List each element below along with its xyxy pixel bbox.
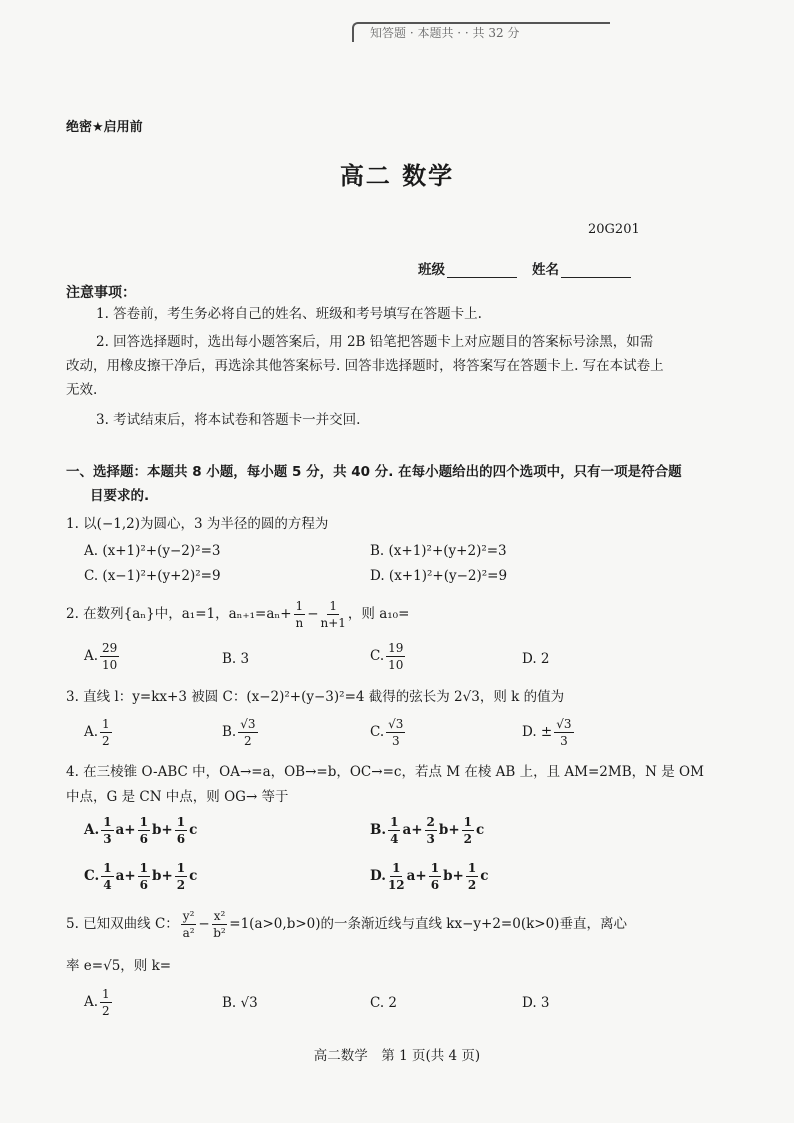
q3-option-c: C. $\frac{√3}{3}$ <box>370 717 404 748</box>
exam-code: 20G201 <box>588 222 640 237</box>
name-blank[interactable] <box>561 263 631 278</box>
q4-stem-line2: 中点，G 是 CN 中点，则 OG→ 等于 <box>66 789 289 805</box>
class-blank[interactable] <box>447 263 517 278</box>
q2-option-d: D. 2 <box>522 651 550 667</box>
notice-item-2: 2. 回答选择题时，选出每小题答案后，用 2B 铅笔把答题卡上对应题目的答案标号涂黑，如需改动，用橡皮擦干净后，再选涂其他答案标号. 回答非选择题时，将答案写在答题卡上. 写在本试卷上无效. <box>66 334 664 398</box>
q3-stem: 3. 直线 l：y=kx+3 被圆 C：(x−2)²+(y−3)²=4 截得的弦长为 2√3，则 k 的值为 <box>66 689 565 705</box>
q5-stem-line1: 5. 已知双曲线 C： $\frac{\text{y²}}{\text{a²}}$ − $\frac{\text{x²}}{\text{b²}}$ =1(a>0,b>0)的一条渐近线与直线 kx−y+2=0(k>0)垂直，离心 <box>66 909 627 940</box>
q3-option-a: A. $\frac{1}{2}$ <box>84 717 110 748</box>
class-label: 班级 <box>418 262 445 278</box>
name-label: 姓名 <box>532 262 559 278</box>
q4-option-c: C. $\frac{1}{4}$ a+ $\frac{1}{6}$ b+ $\frac{1}{2}$ c <box>84 861 198 892</box>
q2-frac-2: $\frac{1}{n+1}$ <box>320 599 346 630</box>
q1-option-b: B. (x+1)²+(y+2)²=3 <box>370 543 507 559</box>
q5-option-b: B. √3 <box>222 995 258 1011</box>
page-footer: 高二数学 第 1 页(共 4 页) <box>313 1048 481 1064</box>
q4-option-b: B. $\frac{1}{4}$ a+ $\frac{2}{3}$ b+ $\frac{1}{2}$ c <box>370 815 485 846</box>
scan-top-fragment: 知答题 · 本题共 · · 共 32 分 <box>352 22 610 42</box>
q4-option-d: D. $\frac{1}{12}$ a+ $\frac{1}{6}$ b+ $\frac{1}{2}$ c <box>370 861 489 892</box>
name-field[interactable] <box>532 258 631 278</box>
q3-option-d: D. ± $\frac{√3}{3}$ <box>522 717 572 748</box>
q5-option-c: C. 2 <box>370 995 398 1011</box>
notice-item-1: 1. 答卷前，考生务必将自己的姓名、班级和考号填写在答题卡上. <box>96 306 482 322</box>
q1-option-a: A. (x+1)²+(y−2)²=3 <box>84 543 221 559</box>
q1-stem: 1. 以(−1,2)为圆心，3 为半径的圆的方程为 <box>66 516 329 532</box>
q3-option-b: B. $\frac{√3}{2}$ <box>222 717 256 748</box>
q5-option-a: A. $\frac{1}{2}$ <box>84 987 110 1018</box>
q4-stem-line1: 4. 在三棱锥 O-ABC 中，OA→=a，OB→=b，OC→=c，若点 M 在棱 AB 上，且 AM=2MB，N 是 OM <box>66 764 704 780</box>
q2-stem-post: ，则 a₁₀= <box>347 606 410 622</box>
notice-item-3: 3. 考试结束后，将本试卷和答题卡一并交回. <box>96 412 361 428</box>
q2-stem-pre: 2. 在数列{aₙ}中，a₁=1，aₙ₊₁=aₙ+ <box>66 606 292 622</box>
page-title: 高二 数学 <box>339 162 455 190</box>
confidential-label: 绝密★启用前 <box>66 120 143 135</box>
q2-option-b: B. 3 <box>222 651 250 667</box>
q1-option-d: D. (x+1)²+(y−2)²=9 <box>370 568 508 584</box>
q1-option-c: C. (x−1)²+(y+2)²=9 <box>84 568 221 584</box>
q2-stem: 2. 在数列{aₙ}中，a₁=1，aₙ₊₁=aₙ+ $\frac{1}{n}$ − $\frac{1}{n+1}$ ，则 a₁₀= <box>66 599 410 630</box>
q5-stem-line2: 率 e=√5，则 k= <box>66 958 172 974</box>
section-heading: 一、选择题：本题共 8 小题，每小题 5 分，共 40 分. 在每小题给出的四个选项中，只有一项是符合题目要求的. <box>66 464 682 504</box>
class-field[interactable] <box>418 258 517 278</box>
q2-frac-1: $\frac{1}{n}$ <box>295 599 304 630</box>
q4-option-a: A. $\frac{1}{3}$ a+ $\frac{1}{6}$ b+ $\frac{1}{6}$ c <box>84 815 198 846</box>
q2-option-c: C. $\frac{19}{10}$ <box>370 641 404 672</box>
q2-option-a: A. $\frac{29}{10}$ <box>84 641 118 672</box>
q5-option-d: D. 3 <box>522 995 550 1011</box>
notice-heading: 注意事项： <box>66 285 136 301</box>
